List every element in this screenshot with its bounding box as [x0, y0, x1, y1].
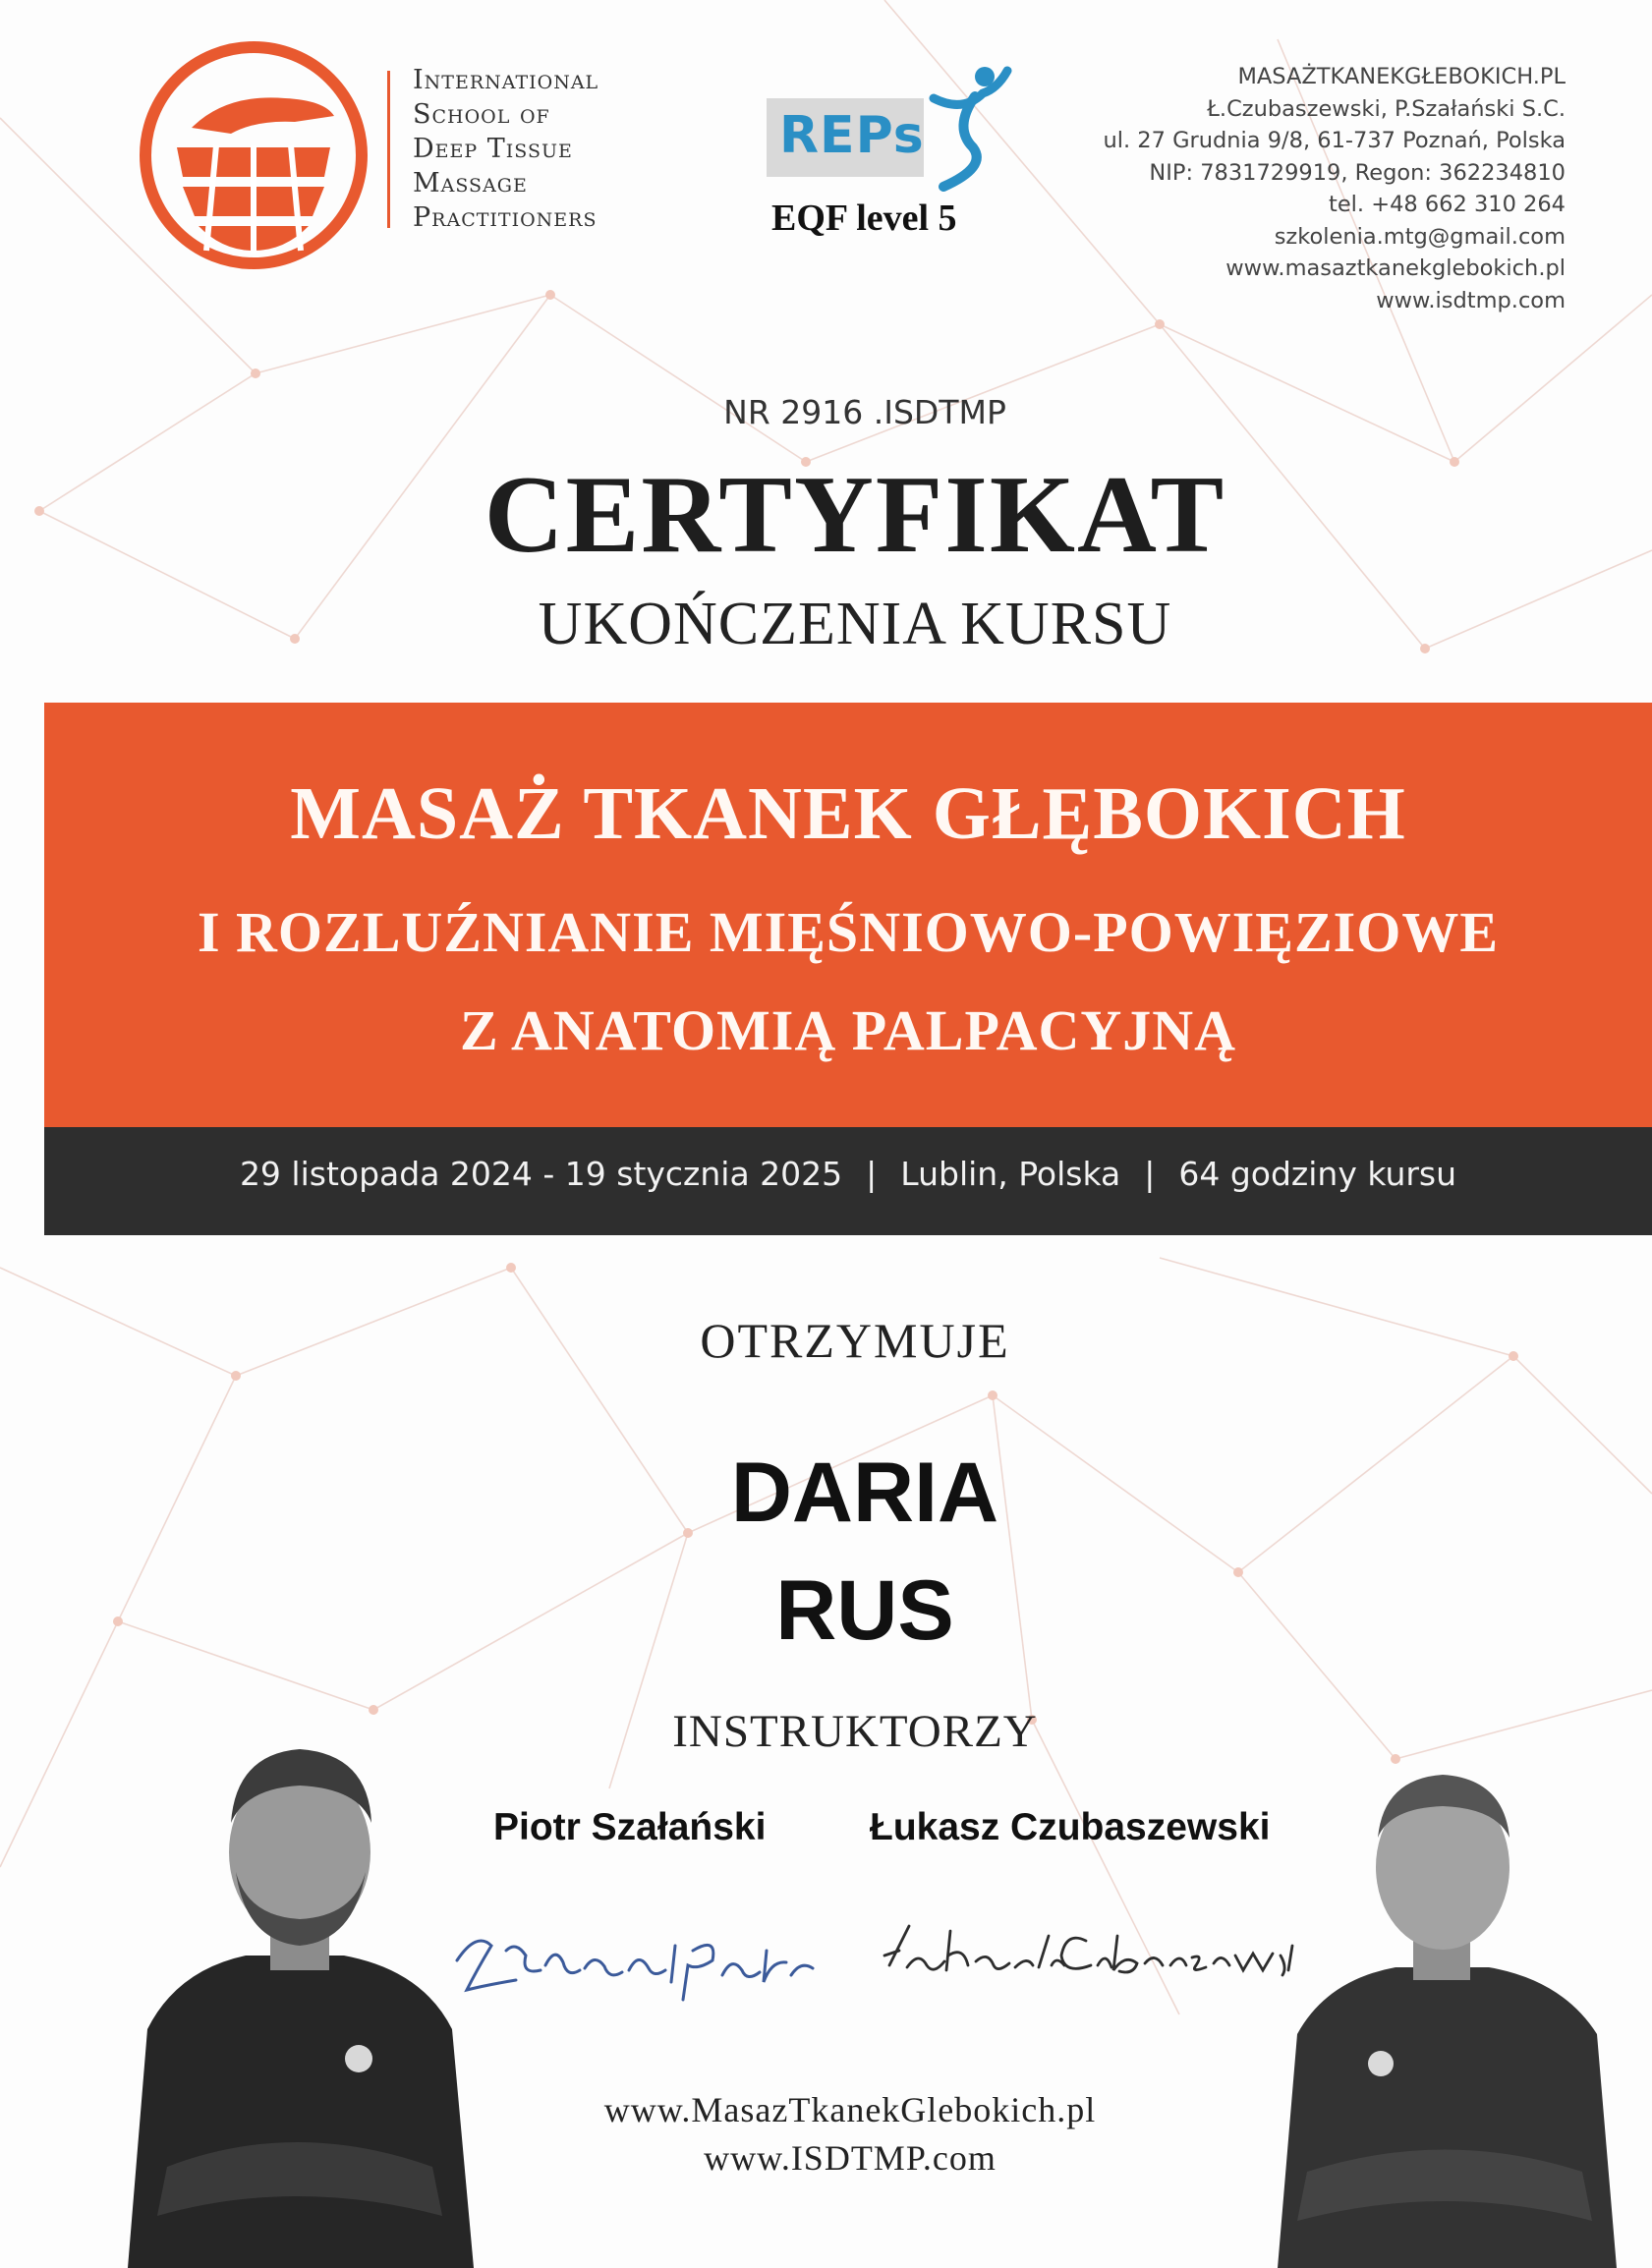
- details-separator: |: [866, 1155, 878, 1193]
- contact-line: NIP: 7831729919, Regon: 362234810: [1149, 159, 1566, 186]
- school-name-line: School of: [413, 99, 550, 130]
- isdtmp-globe-hand-logo: [138, 39, 370, 271]
- course-title-band: [44, 703, 1652, 1127]
- contact-line: www.isdtmp.com: [1376, 287, 1566, 313]
- certificate-title: CERTYFIKAT: [484, 454, 1226, 576]
- recipient-first-name: DARIA: [730, 1446, 999, 1540]
- eqf-level: EQF level 5: [771, 198, 957, 239]
- footer-url-2[interactable]: www.ISDTMP.com: [704, 2138, 997, 2178]
- course-title-line-1: MASAŻ TKANEK GŁĘBOKICH: [290, 772, 1406, 855]
- instructor-name-1: Piotr Szałański: [493, 1806, 767, 1848]
- school-name: [413, 63, 737, 235]
- course-title-line-3: Z ANATOMIĄ PALPACYJNĄ: [459, 998, 1237, 1062]
- course-details-band: [44, 1127, 1652, 1235]
- instructor-photo-right: [1268, 1739, 1622, 2268]
- contact-line: MASAŻTKANEKGŁEBOKICH.PL: [1237, 64, 1566, 89]
- footer-url-1[interactable]: www.MasazTkanekGlebokich.pl: [603, 2090, 1097, 2129]
- reps-figure-icon: [914, 59, 1022, 192]
- contact-line: tel. +48 662 310 264: [1329, 192, 1566, 217]
- recipient-last-name: RUS: [775, 1563, 954, 1658]
- instructor-photo-left: [108, 1705, 482, 2268]
- contact-line: Ł.Czubaszewski, P.Szałański S.C.: [1207, 95, 1566, 122]
- instructor-name-2: Łukasz Czubaszewski: [870, 1806, 1271, 1848]
- instructors-label: INSTRUKTORZY: [672, 1706, 1038, 1757]
- reps-logo-text: REPs: [779, 106, 925, 165]
- course-dates: 29 listopada 2024 - 19 stycznia 2025: [239, 1155, 843, 1193]
- contact-block: [1015, 61, 1566, 316]
- course-title-line-2: I ROZLUŹNIANIE MIĘŚNIOWO-POWIĘZIOWE: [197, 900, 1500, 964]
- school-name-line: Deep Tissue: [413, 134, 573, 164]
- school-name-line: Practitioners: [413, 202, 598, 233]
- course-details: [44, 1155, 1652, 1193]
- contact-line: szkolenia.mtg@gmail.com: [1274, 223, 1566, 250]
- signature-2: [880, 1897, 1322, 1995]
- contact-line: www.masaztkanekglebokich.pl: [1225, 255, 1566, 281]
- course-hours: 64 godziny kursu: [1178, 1155, 1457, 1193]
- details-separator: |: [1144, 1155, 1156, 1193]
- signature-1: [447, 1892, 830, 2010]
- school-name-line: Massage: [413, 168, 528, 198]
- school-name-line: International: [413, 65, 599, 95]
- receives-label: OTRZYMUJE: [700, 1313, 1010, 1368]
- contact-line: ul. 27 Grudnia 9/8, 61-737 Poznań, Polska: [1103, 128, 1566, 153]
- course-location: Lublin, Polska: [900, 1155, 1121, 1193]
- certificate-subtitle: UKOŃCZENIA KURSU: [538, 591, 1172, 657]
- certificate-number: NR 2916 .ISDTMP: [723, 393, 1006, 431]
- logo-divider: [387, 71, 390, 228]
